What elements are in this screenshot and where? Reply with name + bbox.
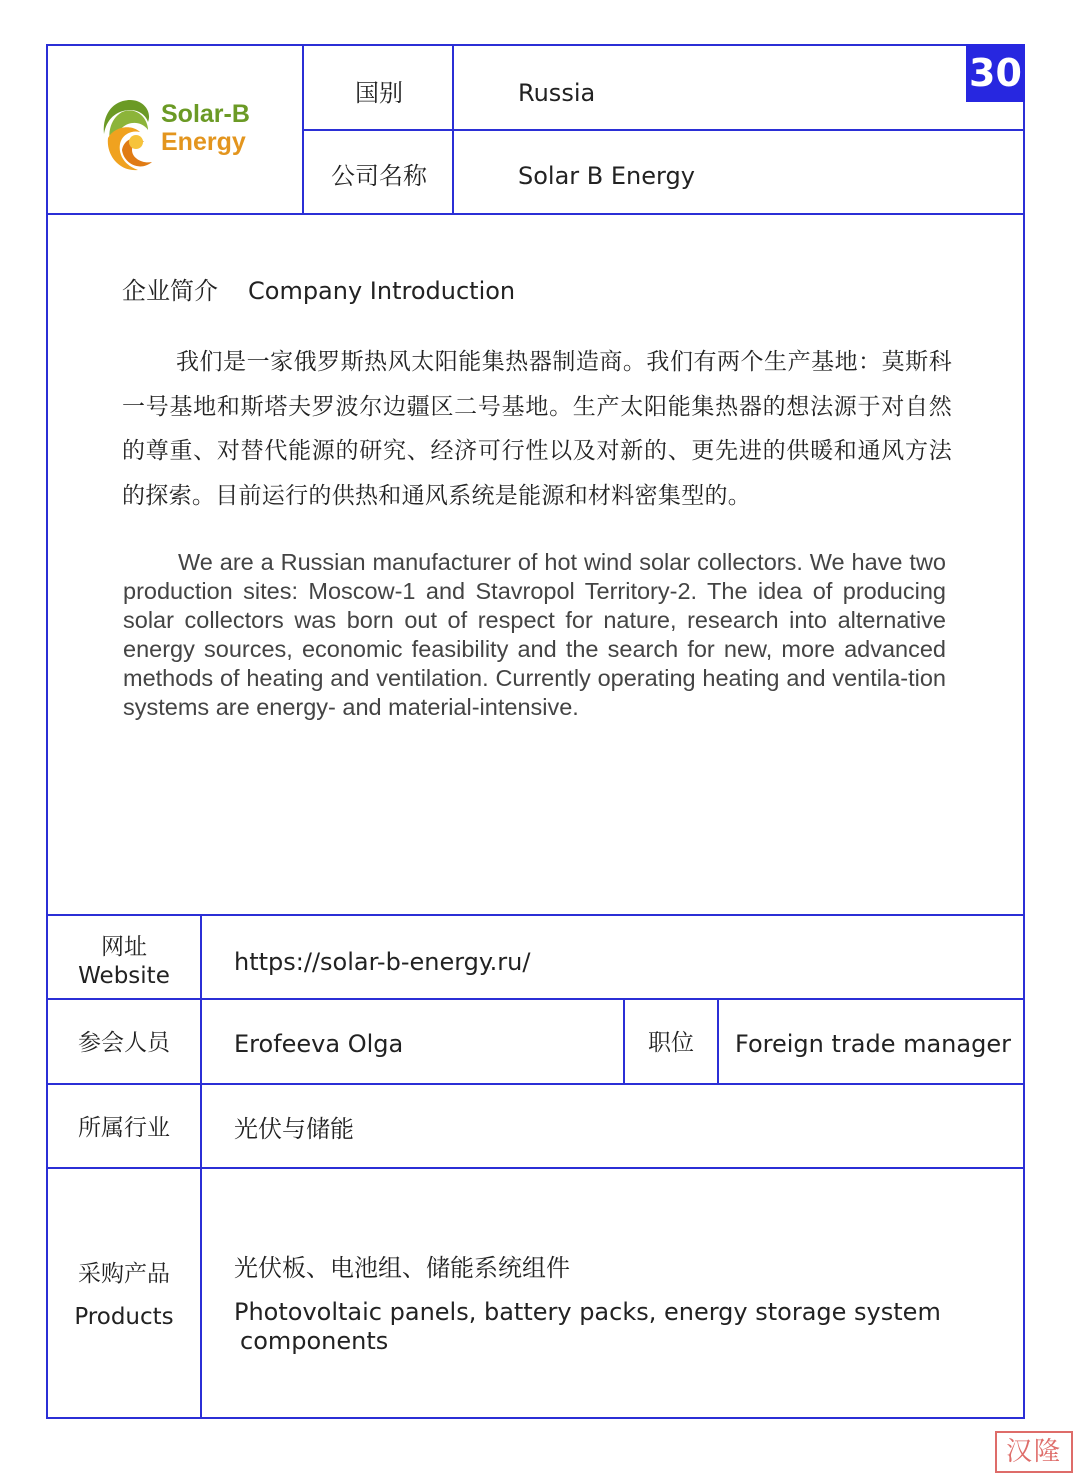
- position-label: 职位: [648, 1030, 694, 1056]
- logo-line2: Energy: [161, 128, 246, 156]
- company-card: [46, 44, 1025, 1419]
- industry-label: 所属行业: [78, 1115, 170, 1141]
- company-name-label: 公司名称: [331, 162, 427, 190]
- intro-heading-cn: 企业简介: [122, 277, 218, 305]
- table-divider-4: [46, 1167, 1025, 1169]
- website-label: [48, 933, 200, 991]
- header-divider-h-mid: [302, 129, 1025, 131]
- table-divider-top: [46, 914, 1025, 916]
- attendee-label: 参会人员: [78, 1030, 170, 1056]
- position-value: Foreign trade manager: [735, 1030, 1011, 1058]
- products-value-en-line1: Photovoltaic panels, battery packs, energy storage system: [234, 1298, 941, 1326]
- country-label: 国别: [355, 79, 403, 107]
- products-label: [48, 1253, 200, 1339]
- website-link[interactable]: https://solar-b-energy.ru/: [234, 948, 531, 976]
- attendee-value: Erofeeva Olga: [234, 1030, 404, 1058]
- intro-heading-en: Company Introduction: [248, 277, 516, 305]
- intro-paragraph-en: We are a Russian manufacturer of hot wind solar collectors. We have two production sites: Moscow-1 and Stavropol Territory-2. The idea of producing solar collectors was born out of respect for nature, research into alternative energy sources, economic feasibility and the search for new, more advanced methods of heating and ventilation. Currently operating heating and ventila-tion systems are energy- and material-intensive.: [123, 549, 946, 720]
- industry-value: 光伏与储能: [234, 1115, 354, 1143]
- logo-wordmark: [161, 100, 250, 156]
- page-number-badge: 30: [966, 44, 1025, 102]
- website-label-en: Website: [78, 963, 170, 989]
- products-label-cn: 采购产品: [78, 1261, 170, 1287]
- logo-line1: Solar-B: [161, 100, 250, 128]
- products-value-cn: 光伏板、电池组、储能系统组件: [234, 1254, 570, 1282]
- solar-swirl-icon: [100, 94, 158, 178]
- company-name-value: Solar B Energy: [518, 162, 695, 190]
- position-divider-right: [717, 998, 719, 1085]
- company-logo: [100, 94, 250, 178]
- intro-heading: [122, 275, 515, 307]
- products-value-en-line2: components: [240, 1327, 389, 1355]
- products-label-en: Products: [74, 1304, 174, 1330]
- watermark-stamp: 汉隆: [995, 1431, 1073, 1473]
- country-value: Russia: [518, 79, 596, 107]
- header-divider-h-bottom: [46, 213, 1025, 215]
- intro-paragraph-cn: 我们是一家俄罗斯热风太阳能集热器制造商。我们有两个生产基地：莫斯科一号基地和斯塔夫罗波尔边疆区二号基地。生产太阳能集热器的想法源于对自然的尊重、对替代能源的研究、经济可行性以及对新的、更先进的供暖和通风方法的探索。目前运行的供热和通风系统是能源和材料密集型的。: [122, 349, 952, 509]
- table-label-column-divider: [200, 914, 202, 1419]
- table-divider-3: [46, 1083, 1025, 1085]
- table-divider-2: [46, 998, 1025, 1000]
- website-label-cn: 网址: [101, 934, 147, 960]
